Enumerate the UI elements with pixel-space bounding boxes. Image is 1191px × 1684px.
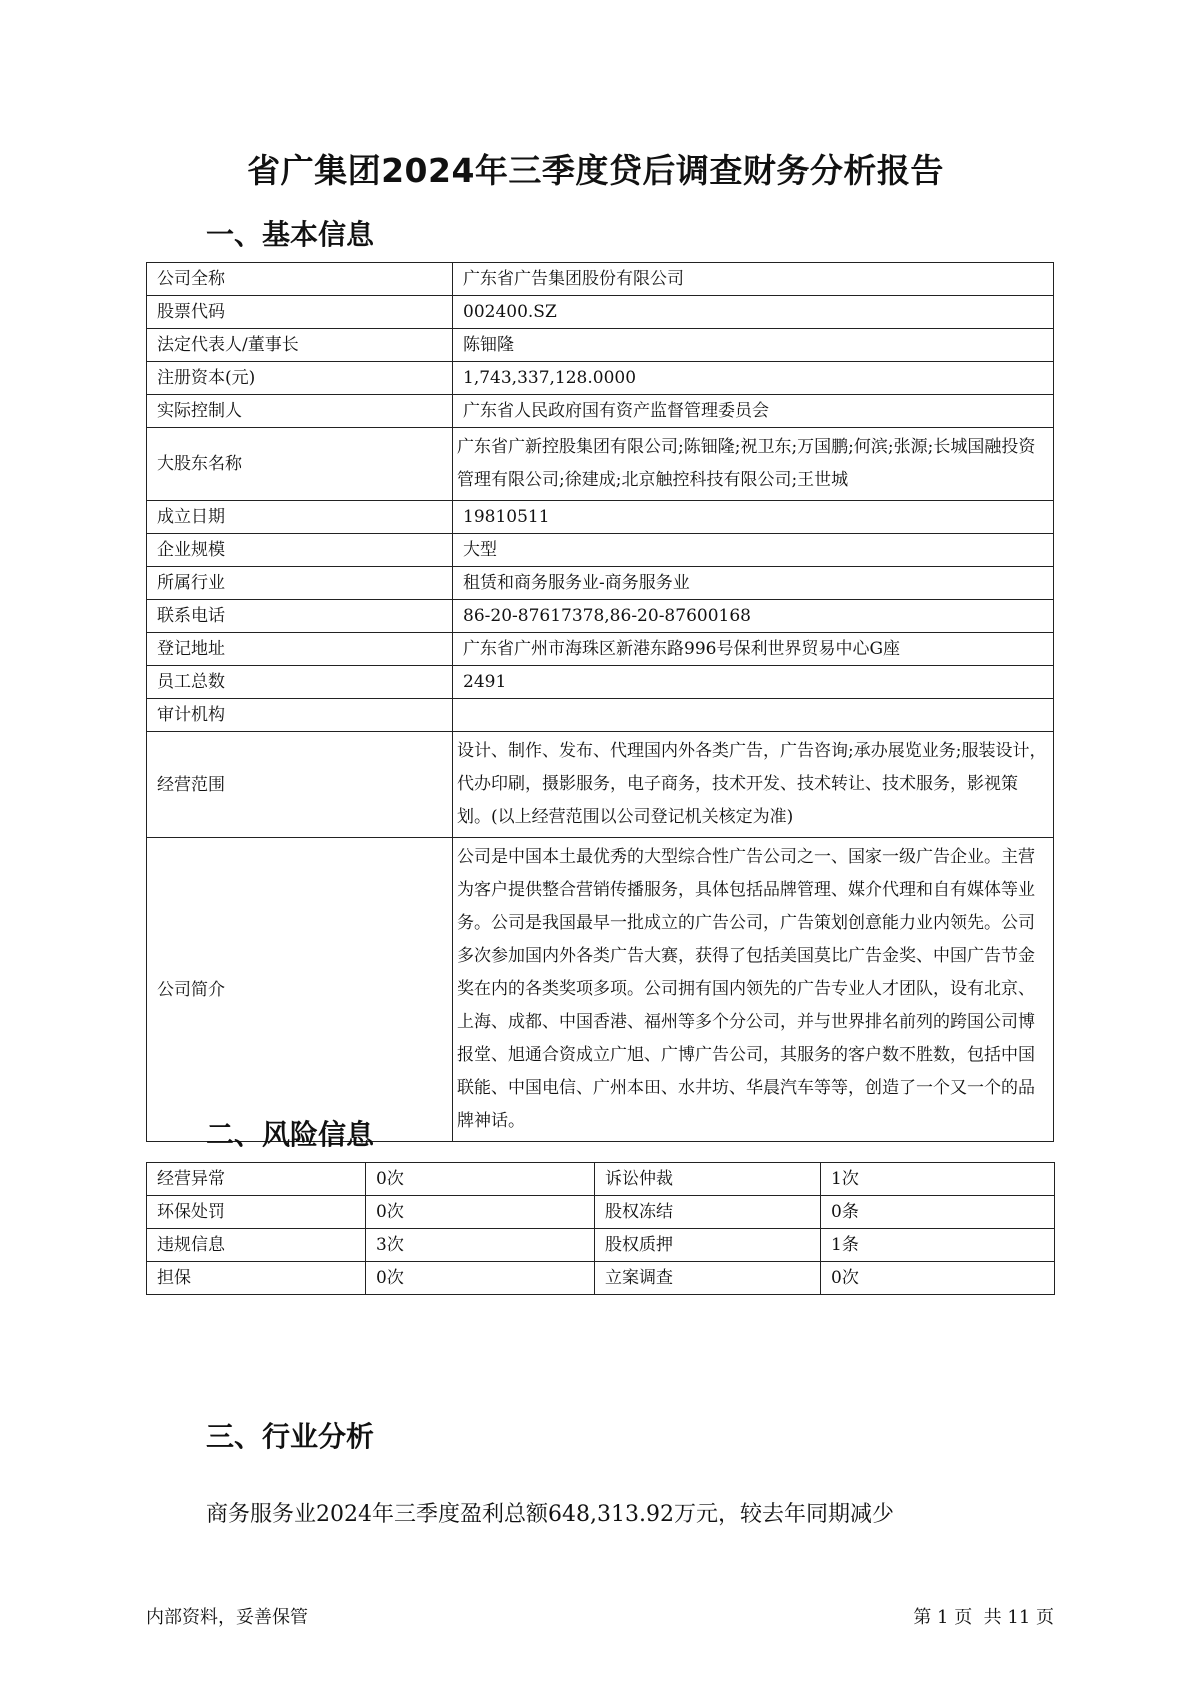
field-label: 登记地址 [147,633,453,666]
risk-label: 经营异常 [147,1163,366,1196]
risk-label: 违规信息 [147,1229,366,1262]
field-value: 大型 [453,534,1054,567]
field-value [453,699,1054,732]
industry-analysis-paragraph: 商务服务业2024年三季度盈利总额648,313.92万元，较去年同期减少 [206,1502,894,1527]
risk-info-table [146,1162,1055,1295]
risk-label: 环保处罚 [147,1196,366,1229]
field-value: 租赁和商务服务业-商务服务业 [453,567,1054,600]
field-label: 法定代表人/董事长 [147,329,453,362]
table-row [147,600,1054,633]
field-value: 86-20-87617378,86-20-87600168 [453,600,1054,633]
field-value: 19810511 [453,501,1054,534]
risk-value: 1次 [821,1163,1055,1196]
field-label: 公司简介 [147,838,453,1142]
field-label: 经营范围 [147,732,453,838]
table-row [147,838,1054,1142]
footer-page-number: 第 1 页 共 11 页 [913,1607,1054,1628]
field-value: 设计、制作、发布、代理国内外各类广告，广告咨询;承办展览业务;服装设计，代办印刷，摄影服务，电子商务，技术开发、技术转让、技术服务，影视策划。(以上经营范围以公司登记机关核定为准) [453,732,1054,838]
field-value: 2491 [453,666,1054,699]
risk-label: 股权冻结 [595,1196,821,1229]
table-row [147,699,1054,732]
table-row [147,263,1054,296]
field-label: 员工总数 [147,666,453,699]
table-row [147,296,1054,329]
table-row [147,395,1054,428]
table-row [147,428,1054,501]
basic-info-table [146,262,1054,1142]
footer-confidential-note: 内部资料，妥善保管 [146,1607,308,1628]
field-value: 广东省人民政府国有资产监督管理委员会 [453,395,1054,428]
field-value: 002400.SZ [453,296,1054,329]
section-heading-basic-info: 一、基本信息 [206,218,375,251]
risk-value: 0次 [366,1262,595,1295]
field-label: 股票代码 [147,296,453,329]
field-label: 审计机构 [147,699,453,732]
field-label: 注册资本(元) [147,362,453,395]
risk-value: 0条 [821,1196,1055,1229]
table-row [147,567,1054,600]
risk-value: 1条 [821,1229,1055,1262]
field-label: 公司全称 [147,263,453,296]
field-label: 企业规模 [147,534,453,567]
risk-label: 诉讼仲裁 [595,1163,821,1196]
table-row [147,362,1054,395]
table-row [147,1262,1055,1295]
field-label: 联系电话 [147,600,453,633]
field-value: 广东省广新控股集团有限公司;陈钿隆;祝卫东;万国鹏;何滨;张源;长城国融投资管理有限公司;徐建成;北京触控科技有限公司;王世城 [453,428,1054,501]
field-value: 陈钿隆 [453,329,1054,362]
field-value: 广东省广告集团股份有限公司 [453,263,1054,296]
table-row [147,1163,1055,1196]
risk-value: 3次 [366,1229,595,1262]
table-row [147,1229,1055,1262]
table-row [147,329,1054,362]
report-title: 省广集团2024年三季度贷后调查财务分析报告 [247,151,944,190]
table-row [147,732,1054,838]
risk-label: 立案调查 [595,1262,821,1295]
table-row [147,1196,1055,1229]
field-value: 广东省广州市海珠区新港东路996号保利世界贸易中心G座 [453,633,1054,666]
risk-value: 0次 [821,1262,1055,1295]
table-row [147,501,1054,534]
risk-value: 0次 [366,1196,595,1229]
table-row [147,633,1054,666]
field-label: 实际控制人 [147,395,453,428]
section-heading-industry-analysis: 三、行业分析 [206,1420,375,1453]
field-value: 1,743,337,128.0000 [453,362,1054,395]
section-heading-risk-info: 二、风险信息 [206,1118,375,1151]
risk-label: 股权质押 [595,1229,821,1262]
field-value: 公司是中国本土最优秀的大型综合性广告公司之一、国家一级广告企业。主营为客户提供整合营销传播服务，具体包括品牌管理、媒介代理和自有媒体等业务。公司是我国最早一批成立的广告公司，广告策划创意能力业内领先。公司多次参加国内外各类广告大赛，获得了包括美国莫比广告金奖、中国广告节金奖在内的各类奖项多项。公司拥有国内领先的广告专业人才团队，设有北京、上海、成都、中国香港、福州等多个分公司，并与世界排名前列的跨国公司博报堂、旭通合资成立广旭、广博广告公司，其服务的客户数不胜数，包括中国联能、中国电信、广州本田、水井坊、华晨汽车等等，创造了一个又一个的品牌神话。 [453,838,1054,1142]
field-label: 成立日期 [147,501,453,534]
field-label: 大股东名称 [147,428,453,501]
table-row [147,534,1054,567]
table-row [147,666,1054,699]
field-label: 所属行业 [147,567,453,600]
risk-label: 担保 [147,1262,366,1295]
risk-value: 0次 [366,1163,595,1196]
